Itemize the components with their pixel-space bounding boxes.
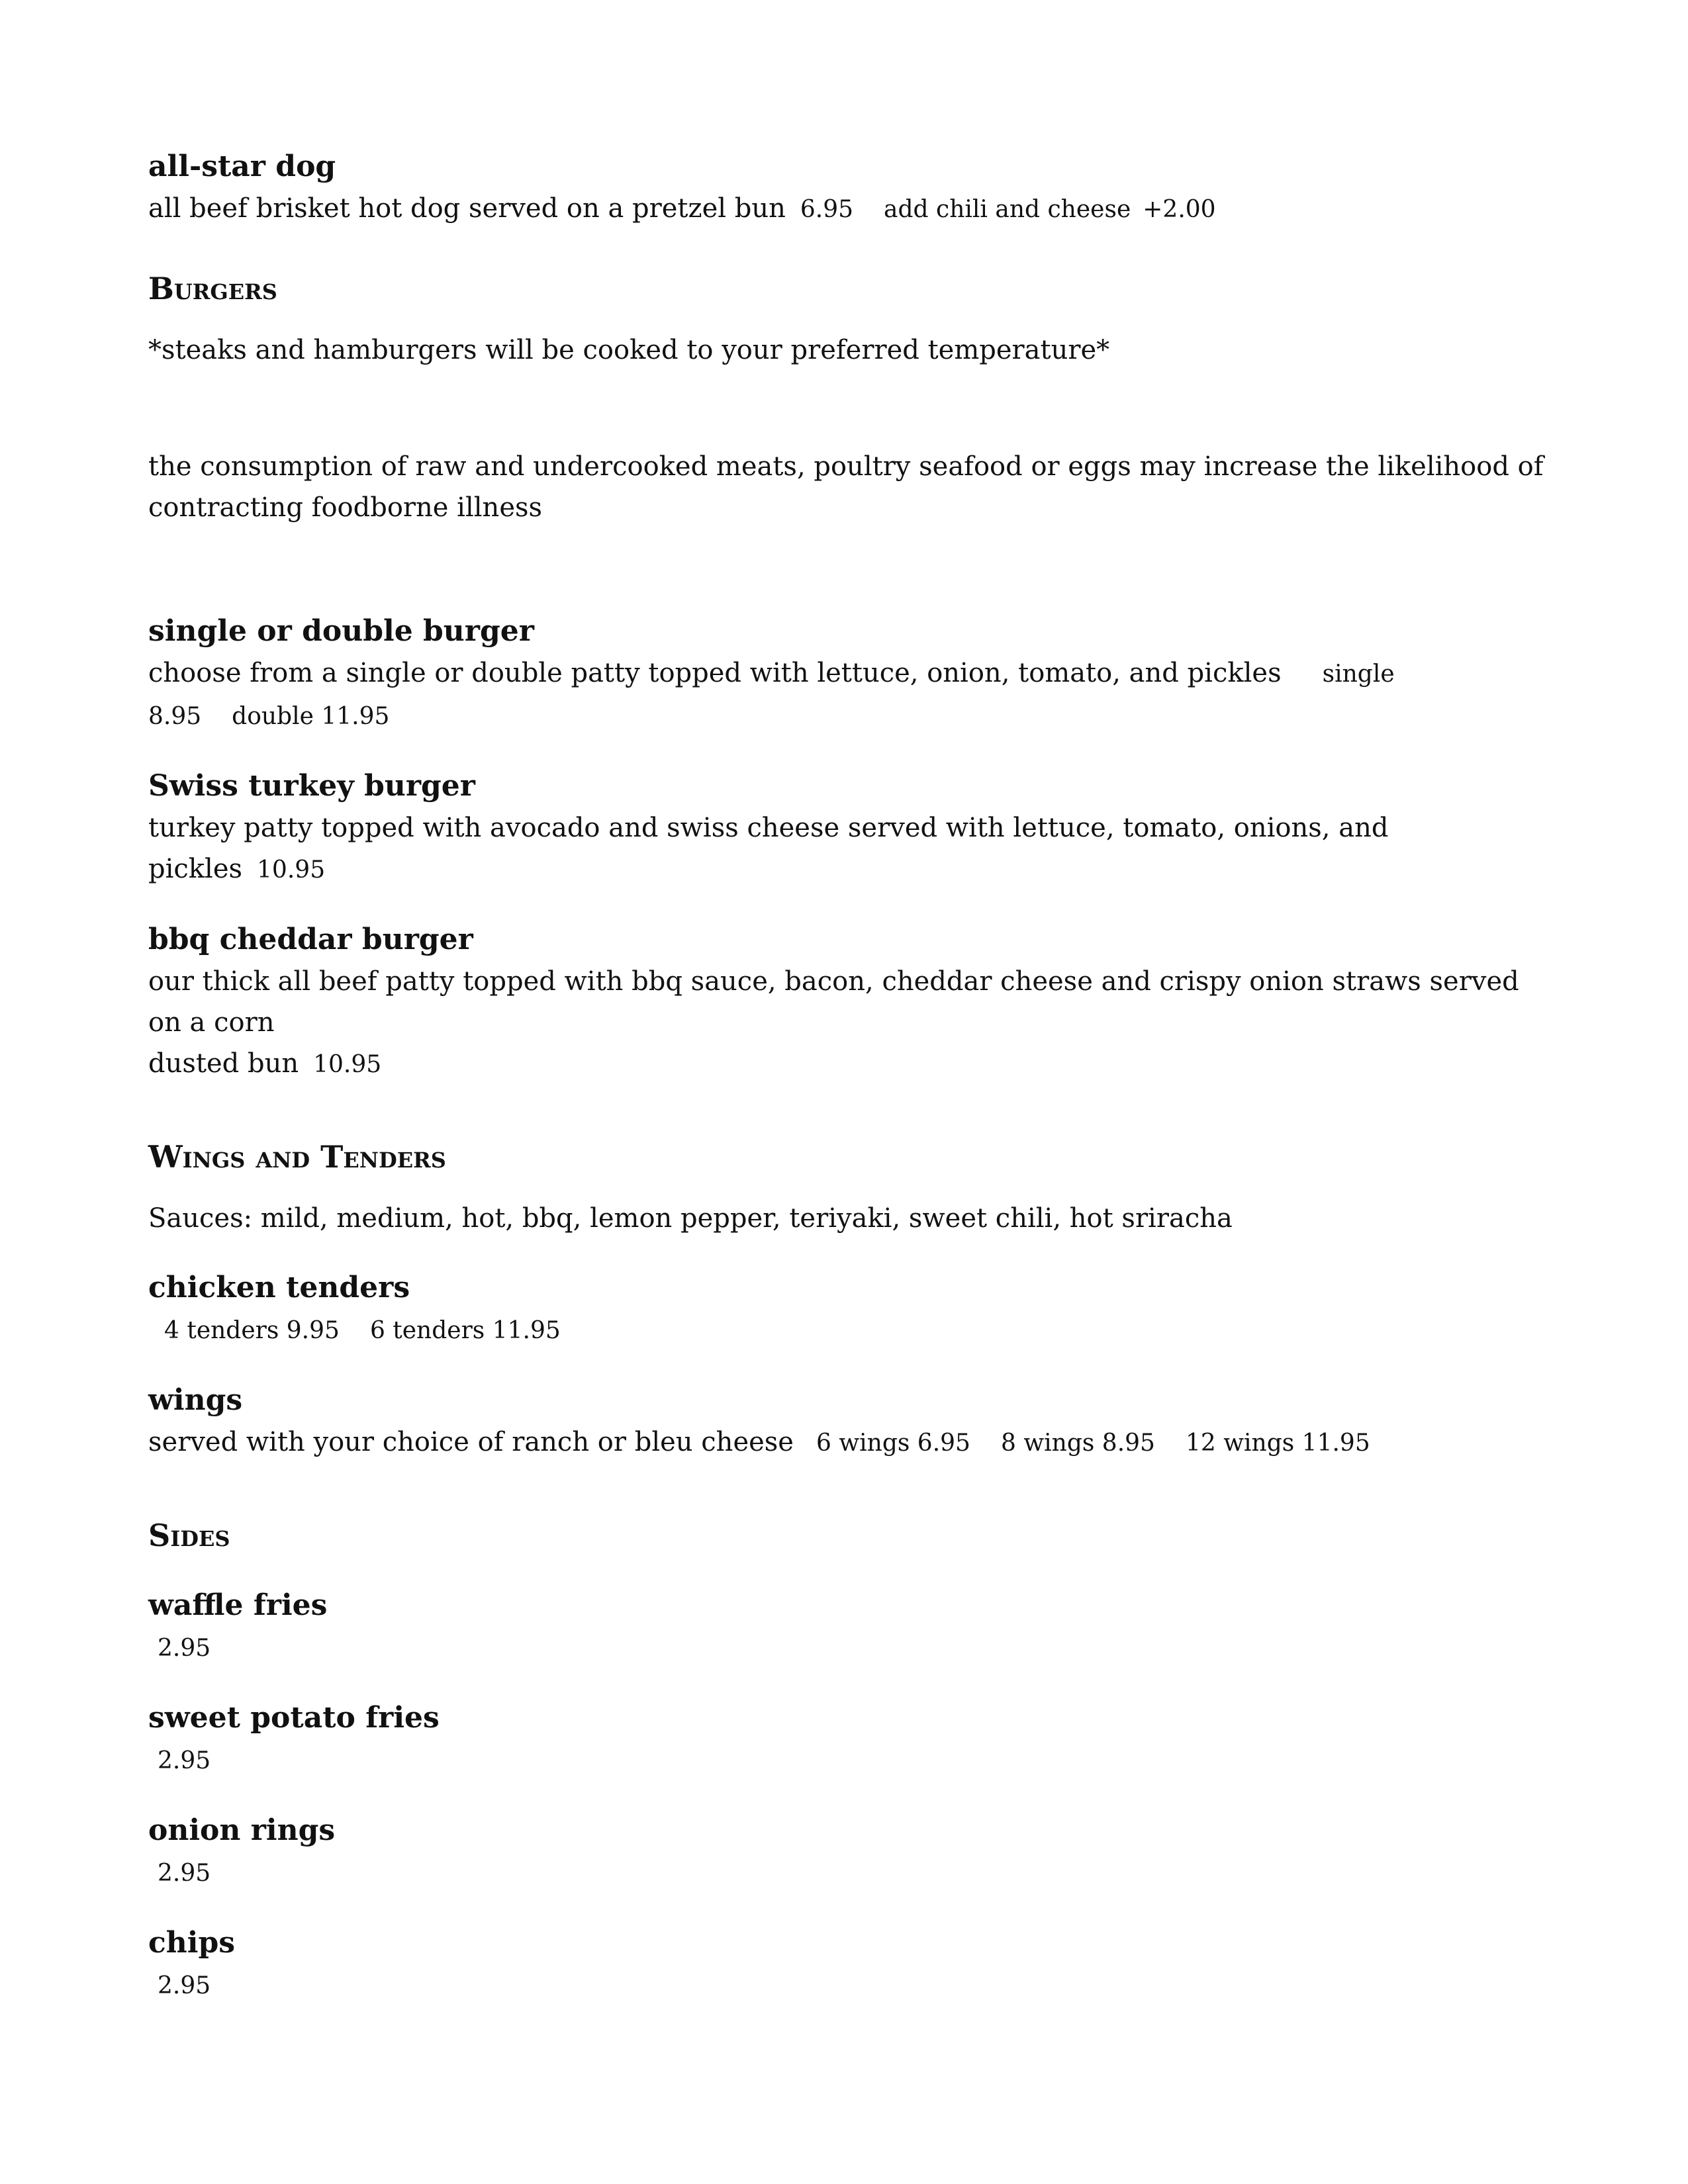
menu-item-all-star-dog [148, 146, 1552, 230]
item-title: sweet potato fries [148, 1701, 440, 1735]
item-title: chips [148, 1926, 236, 1960]
section-heading: Sides [148, 1518, 230, 1553]
item-description: our thick all beef patty topped with bbq sauce, bacon, cheddar cheese and crispy onion straws served on a corn [148, 966, 1519, 1038]
item-price: 6.95 [800, 196, 854, 223]
item-price: 2.95 [158, 1972, 211, 1999]
item-price: 10.95 [257, 856, 326, 884]
item-price-line [148, 1627, 1552, 1669]
item-price-12-wings: 12 wings 11.95 [1185, 1430, 1370, 1457]
temperature-note: *steaks and hamburgers will be cooked to your preferred temperature* [148, 335, 1110, 365]
item-price: 2.95 [158, 1860, 211, 1887]
section-heading: Burgers [148, 271, 277, 306]
menu-item-swiss-turkey-burger [148, 765, 1552, 891]
item-description: turkey patty topped with avocado and swiss cheese served with lettuce, tomato, onions, and pickles [148, 813, 1389, 884]
addon-label: add chili and cheese [884, 196, 1131, 223]
warning-line: contracting foodborne illness [148, 492, 543, 523]
item-description-line [148, 807, 1552, 891]
sauces-list: Sauces: mild, medium, hot, bbq, lemon pepper, teriyaki, sweet chili, hot sriracha [148, 1203, 1233, 1234]
item-description: all beef brisket hot dog served on a pretzel bun [148, 193, 786, 224]
menu-page [148, 146, 1552, 2007]
item-title: waffle fries [148, 1588, 328, 1622]
menu-item-chips [148, 1922, 1552, 2007]
item-price: 2.95 [158, 1747, 211, 1774]
item-title: onion rings [148, 1813, 336, 1847]
consumption-warning [148, 446, 1552, 528]
item-title: wings [148, 1383, 243, 1417]
item-description: served with your choice of ranch or bleu cheese [148, 1427, 794, 1457]
item-price-line [148, 1739, 1552, 1782]
item-description: dusted bun [148, 1048, 299, 1079]
menu-item-sweet-potato-fries [148, 1697, 1552, 1782]
item-price-6-wings: 6 wings 6.95 [816, 1430, 970, 1457]
menu-item-waffle-fries [148, 1584, 1552, 1669]
item-description: choose from a single or double patty topped with lettuce, onion, tomato, and pickles [148, 658, 1282, 688]
item-title: chicken tenders [148, 1271, 410, 1304]
item-price-line [148, 1309, 1552, 1351]
item-price: 10.95 [313, 1051, 382, 1078]
item-title: single or double burger [148, 614, 534, 648]
section-burgers [148, 267, 1552, 1085]
warning-line: the consumption of raw and undercooked meats, poultry seafood or eggs may increase the likelihood of [148, 451, 1544, 482]
item-description-line [148, 188, 1552, 230]
item-price-8-wings: 8 wings 8.95 [1000, 1430, 1155, 1457]
menu-item-single-double-burger [148, 610, 1552, 737]
item-price-line [148, 1852, 1552, 1894]
item-price-double: double 11.95 [232, 703, 390, 730]
menu-item-bbq-cheddar-burger [148, 919, 1552, 1085]
addon-price: +2.00 [1143, 196, 1216, 223]
menu-item-wings [148, 1379, 1552, 1464]
item-price: 2.95 [158, 1635, 211, 1662]
item-price-single: single 8.95 [148, 660, 1395, 730]
section-heading: Wings and Tenders [148, 1139, 446, 1175]
section-wings-and-tenders [148, 1136, 1552, 1464]
menu-item-onion-rings [148, 1809, 1552, 1894]
item-title: bbq cheddar burger [148, 923, 473, 956]
item-price-4: 4 tenders 9.95 [164, 1317, 340, 1344]
section-sides [148, 1514, 1552, 2007]
item-price-6: 6 tenders 11.95 [369, 1317, 561, 1344]
item-price-line [148, 1964, 1552, 2007]
menu-item-chicken-tenders [148, 1267, 1552, 1351]
item-description-line [148, 653, 1552, 737]
item-description-line [148, 1043, 1552, 1085]
item-title: Swiss turkey burger [148, 769, 475, 803]
item-title: all-star dog [148, 150, 336, 183]
item-description-line [148, 1422, 1552, 1464]
